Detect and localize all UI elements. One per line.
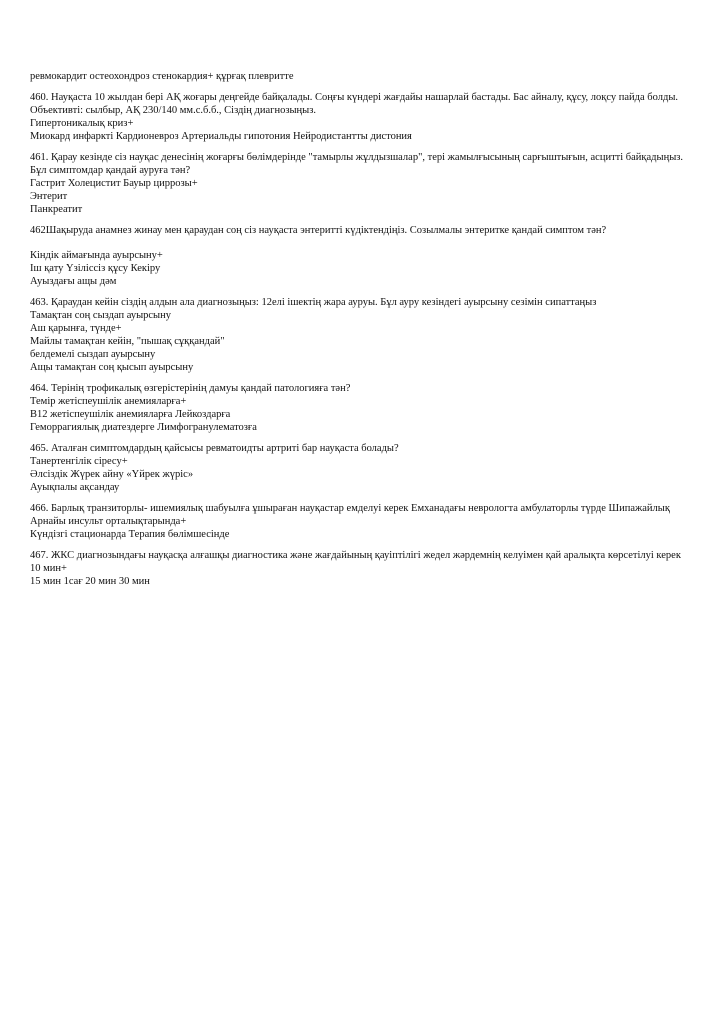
answer-line: Геморрагиялық диатездерге Лимфогранулематозға: [30, 422, 257, 433]
answer-line: Іш қату Үзіліссіз құсу Кекіру: [30, 263, 161, 274]
question-467: 467. ЖКС диагнозындағы науқасқа алғашқы диагностика және жағдайының қауіптілігі жедел жәрдемнің келуімен қай аралықта көрсетілуі керек: [30, 550, 681, 561]
answer-line: 10 мин+: [30, 563, 67, 574]
question-466: 466. Барлық транзиторлы- ишемиялық шабуылға ұшыраған науқастар емделуі керек Емханадағы неврологта амбулаторлы түрде Шипажайлық: [30, 503, 670, 514]
question-464: 464. Терінің трофикалық өзгерістерінің дамуы қандай патологияға тән?: [30, 383, 351, 394]
answer-line: Темір жетіспеушілік анемияларға+: [30, 396, 187, 407]
answer-line: Ауыздағы ащы дәм: [30, 276, 117, 287]
question-462: 462Шақыруда анамнез жинау мен қараудан соң сіз науқаста энтеритті күдіктендіңіз. Созылмалы энтеритке қандай симптом тән?: [30, 225, 607, 236]
answer-line: ревмокардит остеохондроз стенокардия+ құрғақ плевритте: [30, 71, 294, 82]
answer-line: Тамақтан соң сыздап ауырсыну: [30, 310, 171, 321]
answer-line: В12 жетіспеушілік анемияларға Лейкоздарға: [30, 409, 231, 420]
answer-line: Әлсіздік Жүрек айну «Үйрек жүріс»: [30, 469, 194, 480]
question-463: 463. Қараудан кейін сіздің алдын ала диагнозыңыз: 12елі ішектің жара ауруы. Бұл ауру кезіндегі ауырсыну сезімін сипаттаңыз: [30, 297, 597, 308]
question-461: 461. Қарау кезінде сіз науқас денесінің жоғарғы бөлімдерінде "тамырлы жұлдызшалар", тері жамылғысының сарғыштығын, асцитті байқадыңыз. Бұл симптомдар қандай ауруға тән?: [30, 152, 684, 176]
document-page: [30, 70, 700, 588]
answer-line: Ащы тамақтан соң қысып ауырсыну: [30, 362, 194, 373]
answer-line: Майлы тамақтан кейін, "пышақ сұққандай": [30, 336, 225, 347]
answer-line: Миокард инфаркті Кардионевроз Артериальды гипотония Нейродистантты дистония: [30, 131, 412, 142]
question-460: 460. Науқаста 10 жылдан бері АҚ жоғары деңгейде байқалады. Соңғы күндері жағдайы нашарлай бастады. Бас айналу, құсу, лоқсу пайда болды. Объективті: сылбыр, АҚ 230/140 мм.с.б.б., Сіздің диагнозыңыз.: [30, 92, 679, 116]
answer-line: Кіндік аймағында ауырсыну+: [30, 250, 163, 261]
answer-line: белдемелі сыздап ауырсыну: [30, 349, 156, 360]
question-465: 465. Аталған симптомдардың қайсысы ревматоидты артриті бар науқаста болады?: [30, 443, 399, 454]
answer-line: Күндізгі стационарда Терапия бөлімшесінде: [30, 529, 230, 540]
answer-line: Энтерит: [30, 191, 68, 202]
answer-line: Гипертоникалық криз+: [30, 118, 134, 129]
answer-line: 15 мин 1сағ 20 мин 30 мин: [30, 576, 150, 587]
answer-line: Танертенгілік сіресу+: [30, 456, 128, 467]
answer-line: Гастрит Холецистит Бауыр циррозы+: [30, 178, 198, 189]
answer-line: Аш қарынға, түнде+: [30, 323, 122, 334]
answer-line: Панкреатит: [30, 204, 83, 215]
answer-line: Ауықпалы ақсандау: [30, 482, 120, 493]
answer-line: Арнайы инсульт орталықтарында+: [30, 516, 187, 527]
